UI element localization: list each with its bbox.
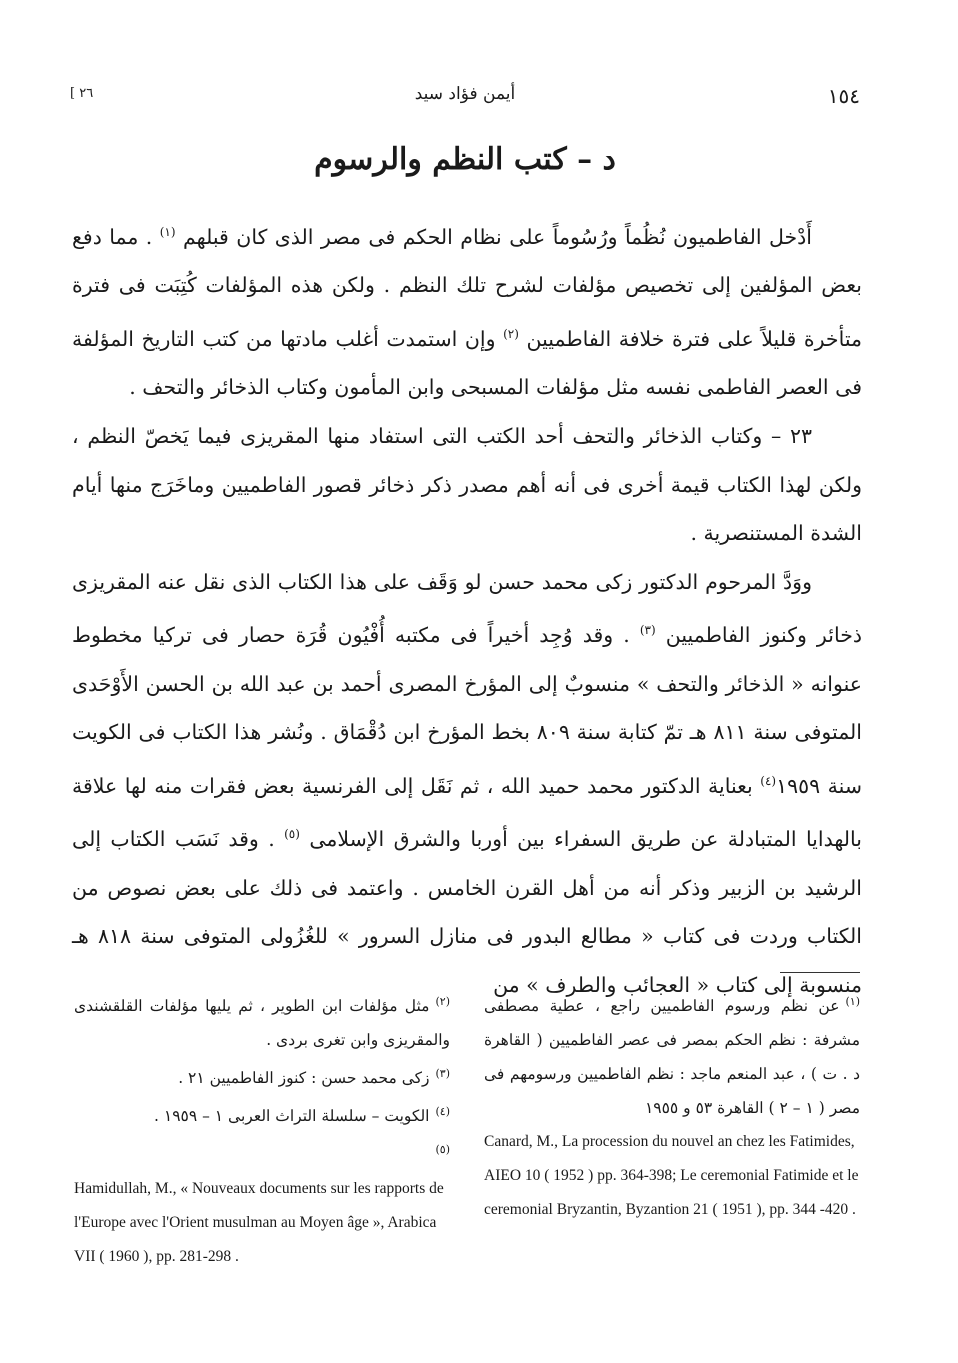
footnotes-left-column xyxy=(74,985,450,1274)
footnote-ref: (١) xyxy=(159,225,176,239)
paragraph-1: أَدْخل الفاطميون نُظُماً ورُسُوماً على نظام الحكم فى مصر الذى كان قبلهم $^{(١)}$ . مما دفع بعض المؤلفين إلى تخصيص مؤلفات لشرح تلك النظم . ولكن هذه المؤلفات كُتِبَت فى فترة متأخرة قليلاً على فترة خلافة الفاطميين $^{(٢)}$ وإن استمدت أغلب مادتها من كتب التاريخ المؤلفة فى العصر الفاطمى نفسه مثل مؤلفات المسبحى وابن المأمون وكتاب الذخائر والتحف . xyxy=(72,224,863,400)
paragraph-3: ووَدَّ المرحوم الدكتور زكى محمد حسن لو وَقَف على هذا الكتاب الذى نقل عنه المقريزى ذخائر وكنوز الفاطميين $^{(٣)}$ . وقد وُجِد أخيراً فى مكتبه أُفْيُون قُرَة حصار فى تركيا مخطوط عنوانه « الذخائر والتحف » منسوبٌ إلى المؤرخ المصرى أحمد بن عبد الله بن الحسن الأَوْحَدى المتوفى سنة ٨١١ هـ تمّ كتابة سنة ٨٠٩ بخط المؤرخ ابن دُقْمَاق . ونُشر هذا الكتاب فى الكويت سنة ١٩٥٩$^{(٤)}$ بعناية الدكتور محمد حميد الله ، ثم نَقَل إلى الفرنسية بعض فقرات منه لها علاقة بالهدايا المتبادلة عن طريق السفراء بين أوربا والشرق الإسلامى $^{(٥)}$ . وقد نَسَب الكتاب إلى الرشيد بن الزبير وذكر أنه من أهل القرن الخامس . واعتمد فى ذلك على بعض نصوص من الكتاب وردت فى كتاب « مطالع البدور فى منازل السرور » للغُزُولى المتوفى سنة ٨١٨ هـ منسوبة إلى كتاب « العجائب والطرف » من xyxy=(72,569,862,998)
footnotes-right-column xyxy=(484,985,860,1227)
body-text xyxy=(72,208,862,1010)
footnote-ref: (٢) xyxy=(503,327,519,342)
running-author: أيمن فؤاد سيد xyxy=(414,84,516,104)
footnote-ref: (٤) xyxy=(760,774,777,789)
page-number: ١٥٤ xyxy=(827,84,860,108)
paragraph-2: ٢٣ – وكتاب الذخائر والتحف أحد الكتب التى استفاد منها المقريزى فيما يَخصّ النظم ، ولكن لهذا الكتاب قيمة أخرى فى أنه أهم مصدر ذكر ذخائر قصور الفاطميين وماخَرَج منها أيام الشدة المستنصرية . xyxy=(72,424,862,546)
running-header xyxy=(70,84,860,114)
footnote-1-latin: Canard, M., La procession du nouvel an chez les Fatimides, AIEO 10 ( 1952 ) pp. 364-398; Le ceremonial Fatimide et le ceremonial Bryzantin, Byzantion 21 ( 1951 ), pp. 344 -420 . xyxy=(484,1133,859,1219)
footnote-1: $^{(١)}$عن نظم ورسوم الفاطميين راجع ، عطية مصطفى مشرفة : نظم الحكم بمصر فى عصر الفاطميين ( القاهرة د . ت ) ، عبد المنعم ماجد : نظم الفاطميين ورسومهم فى مصر ( ١ – ٢ ) القاهرة ٥٣ و ١٩٥٥ xyxy=(484,995,860,1118)
footnote-2: $^{(٢)}$مثل مؤلفات ابن الطوير ، ثم يليها مؤلفات القلقشندى والمقريزى وابن تغرى بردى . xyxy=(74,995,450,1050)
running-reference: [ ٢٦ xyxy=(70,86,94,101)
footnote-5-latin: Hamidullah, M., « Nouveaux documents sur les rapports de l'Europe avec l'Orient musulman au Moyen âge », Arabica VII ( 1960 ), pp. 281-298 . xyxy=(74,1179,444,1265)
footnote-ref: (٣) xyxy=(639,623,656,638)
footnote-5: (٥) xyxy=(435,1143,450,1157)
section-title: د – كتب النظم والرسوم xyxy=(314,142,616,177)
footnote-separator xyxy=(780,972,860,973)
footnote-4: $^{(٤)}$الكويت – سلسلة التراث العربى ١ – ١٩٥٩ . xyxy=(154,1105,450,1126)
footnote-ref: (٥) xyxy=(284,827,300,842)
footnote-3: $^{(٣)}$زكى محمد حسن : كنوز الفاطميين ٢١ . xyxy=(178,1067,450,1088)
